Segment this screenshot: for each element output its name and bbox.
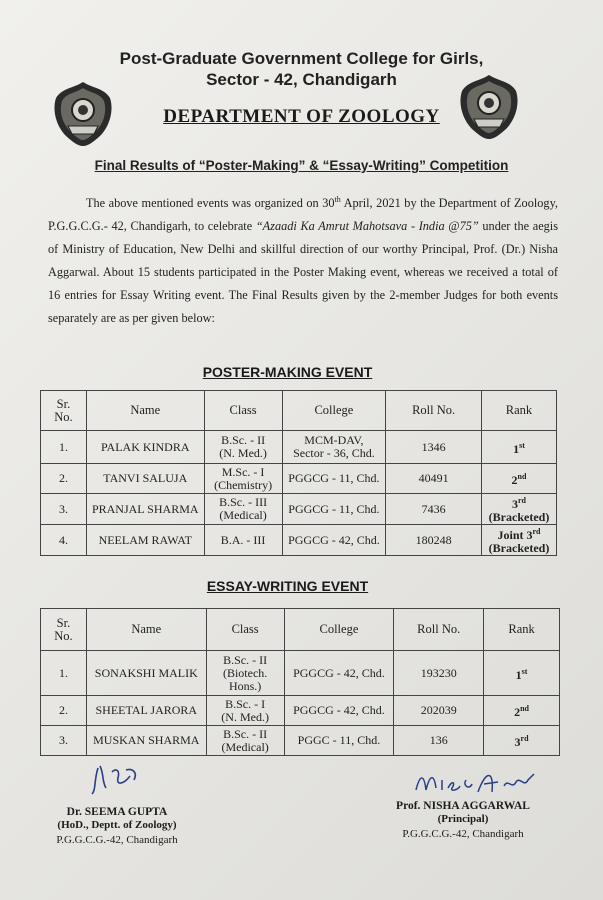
cell-roll: 1346 [386,431,482,464]
poster-results-table [40,390,557,556]
cell-name: SONAKSHI MALIK [86,651,206,696]
para-text-2: April, 2021 by the Department of Zoology, P.G.G.C.G.- 42, Chandigarh, to celebrate [48,196,558,234]
intro-paragraph [48,188,558,330]
para-text-3: under the aegis of Ministry of Education, New Delhi and skillful direction of our worthy Principal, Prof. (Dr.) Nisha Aggarwal. About 15 students participated in the Poster Making event, whereas we received a total of 16 entries for Essay Writing event. The Final Results given by the 2-member Judges for both events separately are as per given below: [48,219,558,326]
para-sup: th [334,195,341,204]
cell-class: B.Sc. - III (Medical) [204,494,282,525]
essay-section-title: ESSAY-WRITING EVENT [206,578,369,594]
college-name-line2: Sector - 42, Chandigarh [206,70,397,89]
cell-rank: 3rd [484,726,560,756]
principal-signature-block [383,800,543,842]
header-roll: Roll No. [386,391,482,431]
cell-rank: 3rd (Bracketed) [482,494,557,525]
cell-class: B.Sc. - I (N. Med.) [206,696,284,726]
principal-place: P.G.G.C.G.-42, Chandigarh [402,828,524,840]
header-college: College [284,609,394,651]
header-roll: Roll No. [394,609,484,651]
principal-signature-icon [412,766,542,802]
cell-rank: 2nd [484,696,560,726]
header-sr: Sr. No. [41,609,87,651]
cell-college: PGGC - 11, Chd. [284,726,394,756]
cell-sr: 2. [41,696,87,726]
cell-roll: 180248 [386,525,482,556]
cell-sr: 4. [41,525,87,556]
cell-rank: 1st [484,651,560,696]
cell-rank: 1st [482,431,557,464]
hod-signature-block [52,806,182,848]
hod-place: P.G.G.C.G.-42, Chandigarh [56,834,178,846]
cell-sr: 3. [41,494,87,525]
hod-signature-icon [86,760,148,800]
cell-class: M.Sc. - I (Chemistry) [204,464,282,494]
cell-sr: 1. [41,651,87,696]
hod-name: Dr. SEEMA GUPTA [66,806,168,818]
cell-class: B.A. - III [204,525,282,556]
table-row [41,494,557,525]
hod-role: (HoD., Deptt. of Zoology) [57,819,177,831]
cell-name: NEELAM RAWAT [86,525,204,556]
header-class: Class [204,391,282,431]
table-row [41,726,560,756]
cell-name: SHEETAL JARORA [86,696,206,726]
cell-sr: 2. [41,464,87,494]
cell-name: MUSKAN SHARMA [86,726,206,756]
table-row [41,525,557,556]
cell-sr: 3. [41,726,87,756]
cell-college: PGGCG - 42, Chd. [282,525,386,556]
table-row [41,651,560,696]
cell-rank: 2nd [482,464,557,494]
header-sr: Sr. No. [41,391,87,431]
header-rank: Rank [484,609,560,651]
cell-college: PGGCG - 42, Chd. [284,696,394,726]
cell-roll: 202039 [394,696,484,726]
cell-roll: 40491 [386,464,482,494]
header-class: Class [206,609,284,651]
poster-section-title: POSTER-MAKING EVENT [202,364,373,380]
header-name: Name [86,609,206,651]
cell-class: B.Sc. - II (Biotech. Hons.) [206,651,284,696]
essay-results-table [40,608,560,756]
cell-roll: 193230 [394,651,484,696]
cell-rank: Joint 3rd (Bracketed) [482,525,557,556]
principal-name: Prof. NISHA AGGARWAL [396,800,530,812]
para-italic: “Azaadi Ka Amrut Mahotsava - India @75” [255,219,479,234]
cell-college: PGGCG - 11, Chd. [282,464,386,494]
department-heading: DEPARTMENT OF ZOOLOGY [163,106,440,127]
cell-name: PRANJAL SHARMA [86,494,204,525]
table-row [41,696,560,726]
header-name: Name [86,391,204,431]
cell-college: PGGCG - 42, Chd. [284,651,394,696]
cell-sr: 1. [41,431,87,464]
cell-college: PGGCG - 11, Chd. [282,494,386,525]
cell-name: TANVI SALUJA [86,464,204,494]
cell-class: B.Sc. - II (Medical) [206,726,284,756]
principal-role: (Principal) [437,813,489,825]
header-college: College [282,391,386,431]
table-row [41,464,557,494]
cell-roll: 136 [394,726,484,756]
cell-class: B.Sc. - II (N. Med.) [204,431,282,464]
final-results-title: Final Results of “Poster-Making” & “Essay-Writing” Competition [94,158,509,173]
cell-college: MCM-DAV, Sector - 36, Chd. [282,431,386,464]
college-name-line1: Post-Graduate Government College for Girls, [119,49,484,68]
para-text-1: The above mentioned events was organized on 30 [86,196,335,211]
cell-name: PALAK KINDRA [86,431,204,464]
table-row [41,431,557,464]
header-rank: Rank [482,391,557,431]
cell-roll: 7436 [386,494,482,525]
